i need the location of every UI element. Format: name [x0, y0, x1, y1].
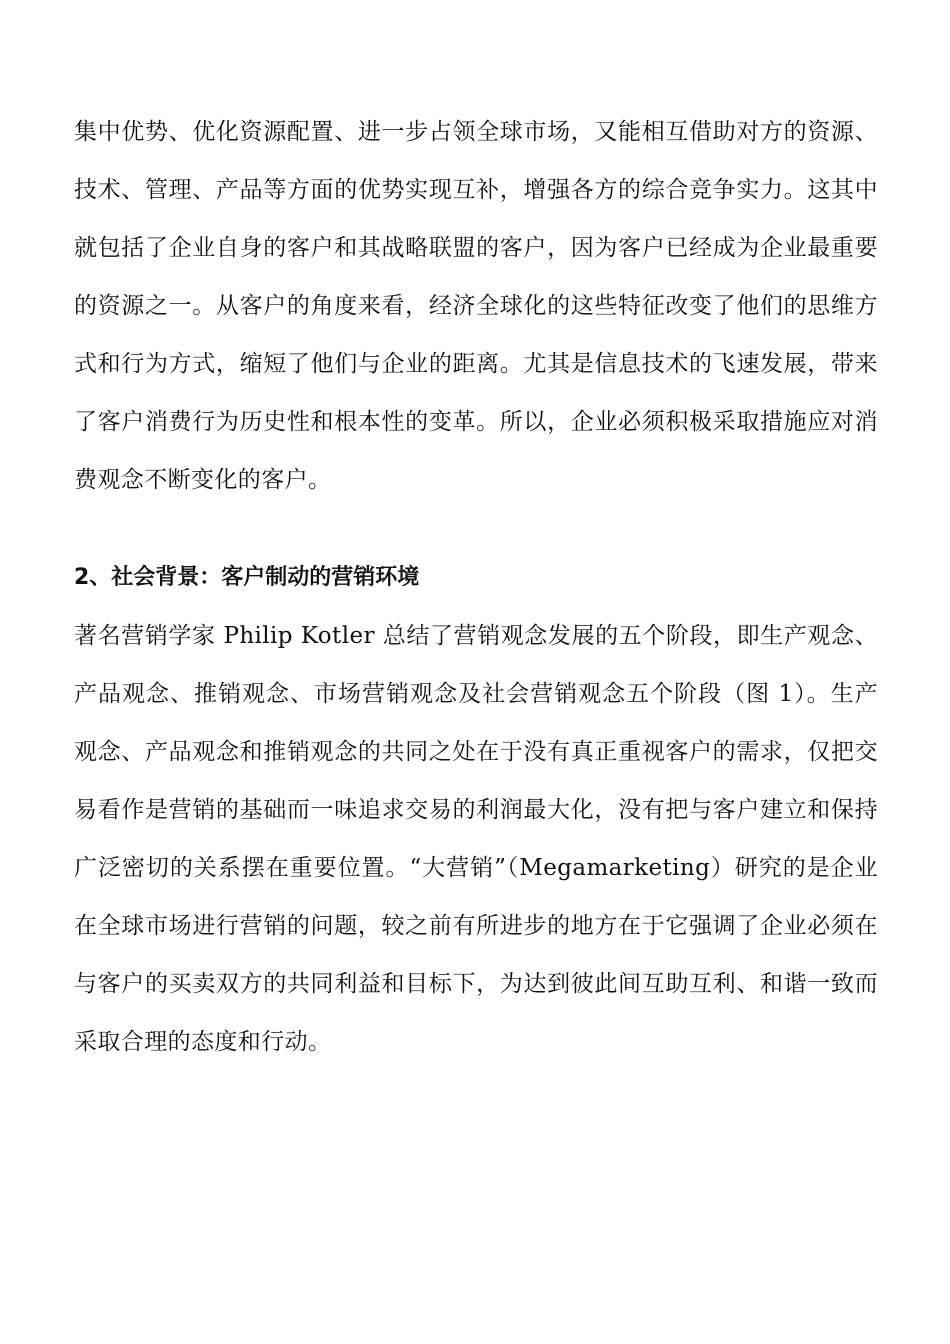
- body-paragraph: 集中优势、优化资源配置、进一步占领全球市场，又能相互借助对方的资源、技术、管理、产品等方面的优势实现互补，增强各方的综合竞争实力。这其中就包括了企业自身的客户和其战略联盟的客户，因为客户已经成为企业最重要的资源之一。从客户的角度来看，经济全球化的这些特征改变了他们的思维方式和行为方式，缩短了他们与企业的距离。尤其是信息技术的飞速发展，带来了客户消费行为历史性和根本性的变革。所以，企业必须积极采取措施应对消费观念不断变化的客户。: [74, 119, 878, 493]
- document-page: [74, 103, 878, 1071]
- section-heading: 2、社会背景：客户制动的营销环境: [74, 565, 420, 590]
- body-paragraph: 著名营销学家 Philip Kotler 总结了营销观念发展的五个阶段，即生产观念、产品观念、推销观念、市场营销观念及社会营销观念五个阶段（图 1）。生产观念、产品观念和推销观念的共同之处在于没有真正重视客户的需求，仅把交易看作是营销的基础而一味追求交易的利润最大化，没有把与客户建立和保持广泛密切的关系摆在重要位置。“大营销”（Megamarketing）研究的是企业在全球市场进行营销的问题，较之前有所进步的地方在于它强调了企业必须在与客户的买卖双方的共同利益和目标下，为达到彼此间互助互利、和谐一致而采取合理的态度和行动。: [74, 623, 878, 1055]
